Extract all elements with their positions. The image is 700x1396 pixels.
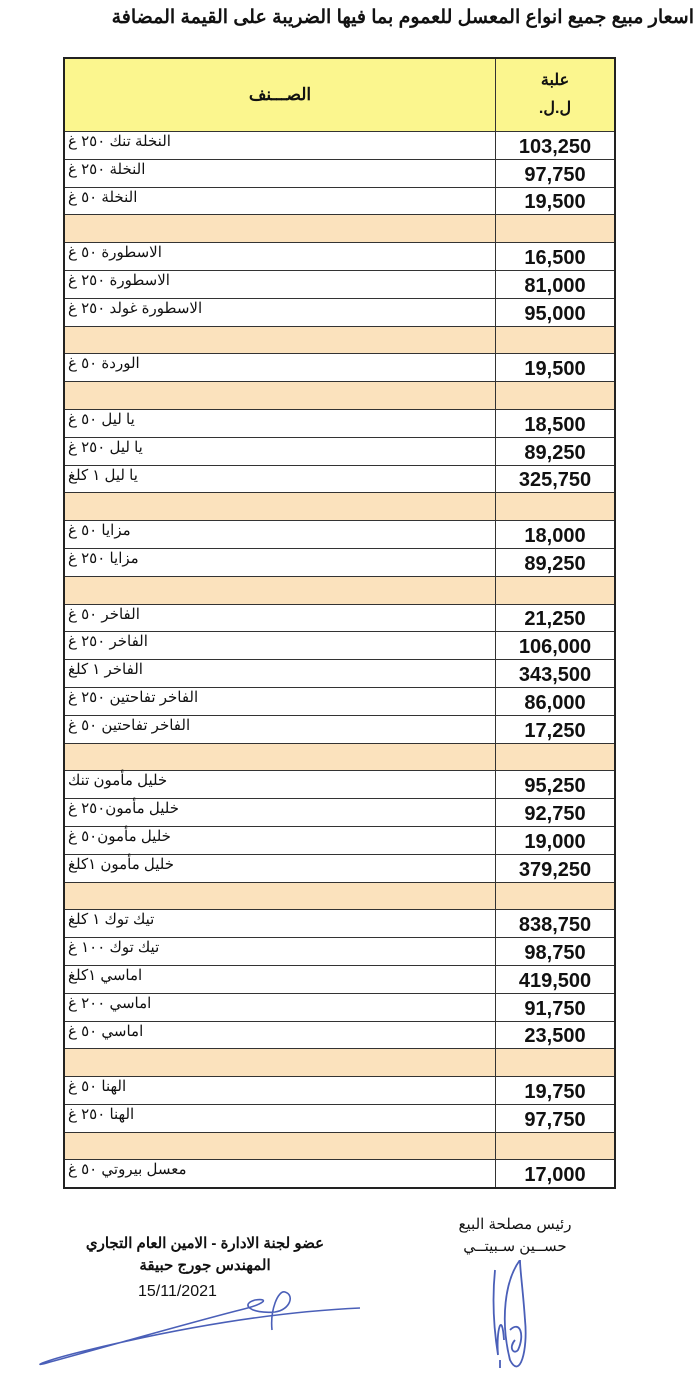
- item-price: 838,750: [496, 910, 616, 938]
- item-name-cell: [64, 604, 496, 632]
- item-price: 103,250: [496, 132, 616, 160]
- spacer-cell: [496, 382, 616, 410]
- table-row: [64, 465, 615, 493]
- item-name-cell: [64, 354, 496, 382]
- item-price: 95,000: [496, 298, 616, 326]
- item-name: الفاخر تفاحتين ٥٠ غ: [68, 716, 191, 734]
- item-name: الاسطورة ٥٠ غ: [68, 244, 162, 262]
- document-date: 15/11/2021: [138, 1283, 217, 1300]
- item-price: 86,000: [496, 687, 616, 715]
- spacer-cell: [64, 882, 496, 910]
- table-row: [64, 938, 615, 966]
- item-name-cell: [64, 799, 496, 827]
- table-row: [64, 771, 615, 799]
- item-name-cell: [64, 1104, 496, 1132]
- spacer-cell: [64, 1132, 496, 1160]
- right-signatory: [440, 1214, 590, 1258]
- item-name-cell: [64, 854, 496, 882]
- spacer-cell: [496, 576, 616, 604]
- spacer-row: [64, 382, 615, 410]
- item-price: 379,250: [496, 854, 616, 882]
- item-name-cell: [64, 687, 496, 715]
- item-price: 17,000: [496, 1160, 616, 1188]
- table-header: [64, 58, 615, 132]
- spacer-row: [64, 576, 615, 604]
- spacer-row: [64, 1132, 615, 1160]
- spacer-cell: [64, 1049, 496, 1077]
- table-row: [64, 132, 615, 160]
- item-price: 81,000: [496, 270, 616, 298]
- item-name: الهنا ٢٥٠ غ: [68, 1105, 135, 1123]
- item-price: 97,750: [496, 159, 616, 187]
- item-name: اماسي ٢٠٠ غ: [68, 994, 152, 1012]
- item-price: 325,750: [496, 465, 616, 493]
- table-row: [64, 187, 615, 215]
- table-row: [64, 632, 615, 660]
- table-row: [64, 1077, 615, 1105]
- table-row: [64, 159, 615, 187]
- item-price: 97,750: [496, 1104, 616, 1132]
- item-name: النخلة تنك ٢٥٠ غ: [68, 133, 171, 150]
- item-name-cell: [64, 826, 496, 854]
- item-name: الفاخر ١ كلغ: [68, 661, 143, 679]
- table-row: [64, 715, 615, 743]
- header-unit-box: علبة: [540, 72, 570, 89]
- item-name-cell: [64, 270, 496, 298]
- table-row: [64, 243, 615, 271]
- spacer-cell: [496, 493, 616, 521]
- item-name-cell: [64, 938, 496, 966]
- table-row: [64, 687, 615, 715]
- item-price: 19,500: [496, 187, 616, 215]
- item-name: مزايا ٥٠ غ: [68, 522, 131, 540]
- item-name: الاسطورة ٢٥٠ غ: [68, 271, 170, 289]
- header-unit-currency: ل.ل.: [538, 100, 572, 117]
- item-name: خليل مأمون٢٥٠ غ: [68, 800, 179, 818]
- item-price: 18,500: [496, 409, 616, 437]
- item-name: تيك توك ١٠٠ غ: [68, 939, 160, 957]
- item-price: 23,500: [496, 1021, 616, 1049]
- item-price: 89,250: [496, 437, 616, 465]
- item-name: الفاخر ٥٠ غ: [68, 605, 140, 623]
- spacer-cell: [64, 326, 496, 354]
- item-name: خليل مأمون٥٠ غ: [68, 827, 171, 845]
- table-row: [64, 1160, 615, 1188]
- item-price: 19,500: [496, 354, 616, 382]
- item-name: الفاخر تفاحتين ٢٥٠ غ: [68, 688, 199, 706]
- left-signatory-role: عضو لجنة الادارة - الامين العام التجاري: [85, 1235, 325, 1252]
- spacer-cell: [64, 382, 496, 410]
- item-price: 419,500: [496, 965, 616, 993]
- spacer-row: [64, 882, 615, 910]
- table-row: [64, 548, 615, 576]
- item-name-cell: [64, 465, 496, 493]
- item-price: 18,000: [496, 521, 616, 549]
- table-row: [64, 826, 615, 854]
- item-name: الاسطورة غولد ٢٥٠ غ: [68, 299, 203, 317]
- item-name-cell: [64, 660, 496, 688]
- document-title: اسعار مبيع جميع انواع المعسل للعموم بما فيها الضريبة على القيمة المضافة: [111, 7, 694, 28]
- item-name-cell: [64, 965, 496, 993]
- item-price: 89,250: [496, 548, 616, 576]
- table-row: [64, 354, 615, 382]
- item-name: الهنا ٥٠ غ: [68, 1078, 127, 1096]
- item-name: يا ليل ٥٠ غ: [68, 410, 135, 428]
- item-name-cell: [64, 1021, 496, 1049]
- table-row: [64, 437, 615, 465]
- left-signatory: [60, 1233, 350, 1277]
- item-price: 95,250: [496, 771, 616, 799]
- item-name-cell: [64, 993, 496, 1021]
- spacer-cell: [64, 493, 496, 521]
- item-price: 91,750: [496, 993, 616, 1021]
- spacer-cell: [64, 215, 496, 243]
- table-row: [64, 660, 615, 688]
- header-item: الصـــنف: [64, 58, 496, 132]
- item-name-cell: [64, 632, 496, 660]
- spacer-cell: [64, 743, 496, 771]
- item-price: 343,500: [496, 660, 616, 688]
- item-price: 106,000: [496, 632, 616, 660]
- item-price: 98,750: [496, 938, 616, 966]
- spacer-cell: [496, 882, 616, 910]
- item-name-cell: [64, 132, 496, 160]
- table-row: [64, 270, 615, 298]
- item-name-cell: [64, 409, 496, 437]
- item-name-cell: [64, 437, 496, 465]
- item-name: اماسي ١كلغ: [68, 966, 143, 984]
- item-name-cell: [64, 1160, 496, 1188]
- spacer-row: [64, 326, 615, 354]
- item-name-cell: [64, 298, 496, 326]
- item-name: اماسي ٥٠ غ: [68, 1022, 144, 1040]
- item-name-cell: [64, 715, 496, 743]
- table-row: [64, 409, 615, 437]
- left-signatory-name: المهندس جورج حبيقة: [139, 1257, 271, 1274]
- spacer-cell: [496, 743, 616, 771]
- item-name-cell: [64, 910, 496, 938]
- item-name: النخلة ٢٥٠ غ: [68, 160, 146, 178]
- spacer-cell: [496, 326, 616, 354]
- left-signature-icon: [20, 1290, 380, 1370]
- spacer-cell: [64, 576, 496, 604]
- item-name-cell: [64, 521, 496, 549]
- item-name-cell: [64, 1077, 496, 1105]
- table-row: [64, 910, 615, 938]
- table-row: [64, 298, 615, 326]
- item-price: 19,750: [496, 1077, 616, 1105]
- spacer-row: [64, 215, 615, 243]
- table-row: [64, 993, 615, 1021]
- table-row: [64, 1104, 615, 1132]
- spacer-row: [64, 1049, 615, 1077]
- spacer-cell: [496, 1049, 616, 1077]
- spacer-cell: [496, 215, 616, 243]
- item-name-cell: [64, 243, 496, 271]
- spacer-cell: [496, 1132, 616, 1160]
- item-name: الوردة ٥٠ غ: [68, 355, 140, 373]
- right-signatory-name: حســين سـبيتــي: [463, 1238, 567, 1255]
- spacer-row: [64, 743, 615, 771]
- item-name: خليل مأمون ١كلغ: [68, 855, 175, 873]
- table-row: [64, 1021, 615, 1049]
- item-name-cell: [64, 548, 496, 576]
- header-unit: [496, 58, 616, 132]
- spacer-row: [64, 493, 615, 521]
- item-name: معسل بيروتي ٥٠ غ: [68, 1161, 187, 1179]
- right-signatory-role: رئيس مصلحة البيع: [458, 1216, 572, 1233]
- right-signature-icon: [480, 1260, 550, 1380]
- item-name-cell: [64, 187, 496, 215]
- table-row: [64, 965, 615, 993]
- item-name: خليل مأمون تنك: [68, 772, 168, 790]
- item-name-cell: [64, 159, 496, 187]
- table-row: [64, 604, 615, 632]
- table-row: [64, 799, 615, 827]
- table-row: [64, 854, 615, 882]
- item-name: النخلة ٥٠ غ: [68, 188, 138, 206]
- price-table: [63, 57, 616, 1189]
- item-name-cell: [64, 771, 496, 799]
- item-price: 16,500: [496, 243, 616, 271]
- item-price: 17,250: [496, 715, 616, 743]
- table-row: [64, 521, 615, 549]
- item-name: تيك توك ١ كلغ: [68, 911, 155, 929]
- item-name: مزايا ٢٥٠ غ: [68, 549, 139, 567]
- item-name: الفاخر ٢٥٠ غ: [68, 633, 148, 651]
- item-price: 21,250: [496, 604, 616, 632]
- item-name: يا ليل ٢٥٠ غ: [68, 438, 143, 456]
- item-price: 92,750: [496, 799, 616, 827]
- item-name: يا ليل ١ كلغ: [68, 466, 138, 484]
- item-price: 19,000: [496, 826, 616, 854]
